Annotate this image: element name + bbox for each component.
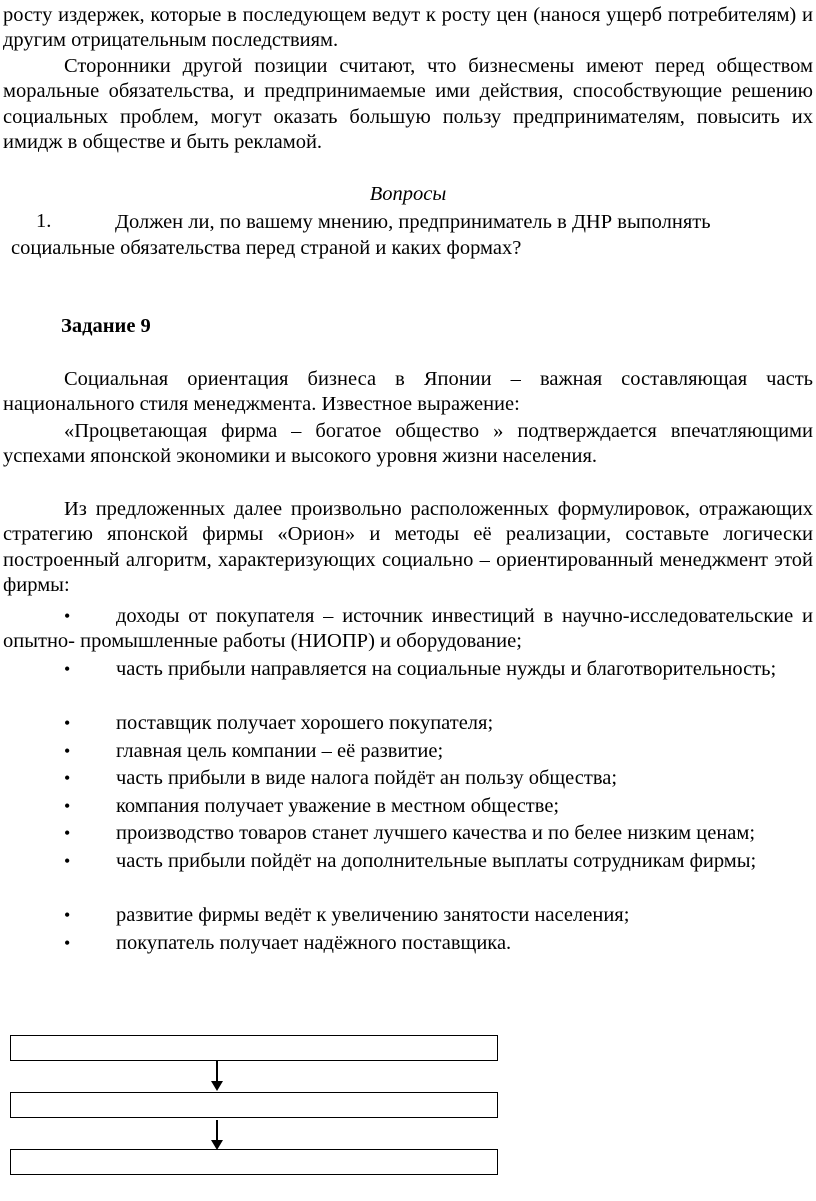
question-number: 1.	[36, 210, 52, 232]
intro-text-2: Сторонники другой позиции считают, что бизнесмены имеют перед обществом моральные обязательства, и предпринимаемые ими действия, способствующие решению социальных проблем, могут оказать большую пользу предпринимателям, повысить их имидж в обществе и быть рекламой.	[3, 55, 813, 154]
flowchart-box-3[interactable]	[10, 1149, 498, 1175]
bullet-icon: •	[64, 933, 71, 953]
list-item-text: часть прибыли в виде налога пойдёт ан пользу общества;	[116, 767, 618, 789]
bullet-icon: •	[64, 768, 71, 788]
task-title: Задание 9	[61, 315, 151, 337]
flowchart-box-1[interactable]	[10, 1035, 498, 1061]
bullet-icon: •	[64, 796, 71, 816]
bullet-icon: •	[64, 851, 71, 871]
list-item-text: покупатель получает надёжного поставщика.	[116, 932, 512, 954]
question-line-1: Должен ли, по вашему мнению, предприниматель в ДНР выполнять	[115, 211, 711, 233]
list-item-text: компания получает уважение в местном обществе;	[116, 795, 560, 817]
intro-paragraph-1	[3, 3, 813, 54]
arrow-down-icon	[216, 1061, 218, 1083]
bullet-icon: •	[64, 606, 71, 626]
list-item-text: часть прибыли пойдёт на дополнительные выплаты сотрудникам фирмы;	[116, 850, 757, 872]
task-paragraph-1: Социальная ориентация бизнеса в Японии – важная составляющая часть национального стиля менеджмента. Известное выражение:	[3, 368, 813, 416]
list-item-text: главная цель компании – её развитие;	[116, 740, 444, 762]
bullet-icon: •	[64, 713, 71, 733]
question-line-2: социальные обязательства перед страной и каких формах?	[11, 237, 522, 259]
intro-paragraph-2	[3, 54, 813, 156]
bullet-icon: •	[64, 823, 71, 843]
list-item	[3, 739, 813, 764]
flowchart-box-2[interactable]	[10, 1092, 498, 1118]
task-paragraph-2: «Процветающая фирма – богатое общество » подтверждается впечатляющими успехами японской экономики и высокого уровня жизни населения.	[3, 420, 813, 468]
list-item	[3, 821, 813, 846]
list-item	[3, 849, 813, 874]
list-item	[3, 657, 813, 682]
list-item	[3, 931, 813, 956]
list-item	[3, 604, 813, 655]
list-item-text: доходы от покупателя – источник инвестиций в научно-исследовательские и опытно- промышленные работы (НИОПР) и оборудование;	[3, 605, 813, 653]
list-item	[3, 794, 813, 819]
intro-text-1: ростy издержек, которые в последующем ведут к росту цен (нанося ущерб потребителям) и другим отрицательным последствиям.	[3, 4, 813, 52]
list-item-text: поставщик получает хорошего покупателя;	[116, 712, 494, 734]
questions-heading: Вопросы	[369, 183, 447, 205]
bullet-icon: •	[64, 741, 71, 761]
task-paragraph-3: Из предложенных далее произвольно расположенных формулировок, отражающих стратегию японской фирмы «Орион» и методы её реализации, составьте логически построенный алгоритм, характеризующих социально – ориентированный менеджмент этой фирмы:	[3, 498, 813, 597]
list-item-text: часть прибыли направляется на социальные нужды и благотворительность;	[116, 658, 777, 680]
arrow-down-icon	[216, 1120, 218, 1142]
bullet-icon: •	[64, 659, 71, 679]
list-item	[3, 766, 813, 791]
list-item	[3, 903, 813, 928]
list-item-text: развитие фирмы ведёт к увеличению занятости населения;	[116, 904, 630, 926]
list-item	[3, 711, 813, 736]
list-item-text: производство товаров станет лучшего качества и по белее низким ценам;	[116, 822, 756, 844]
arrow-head-icon	[211, 1081, 223, 1091]
bullet-icon: •	[64, 905, 71, 925]
